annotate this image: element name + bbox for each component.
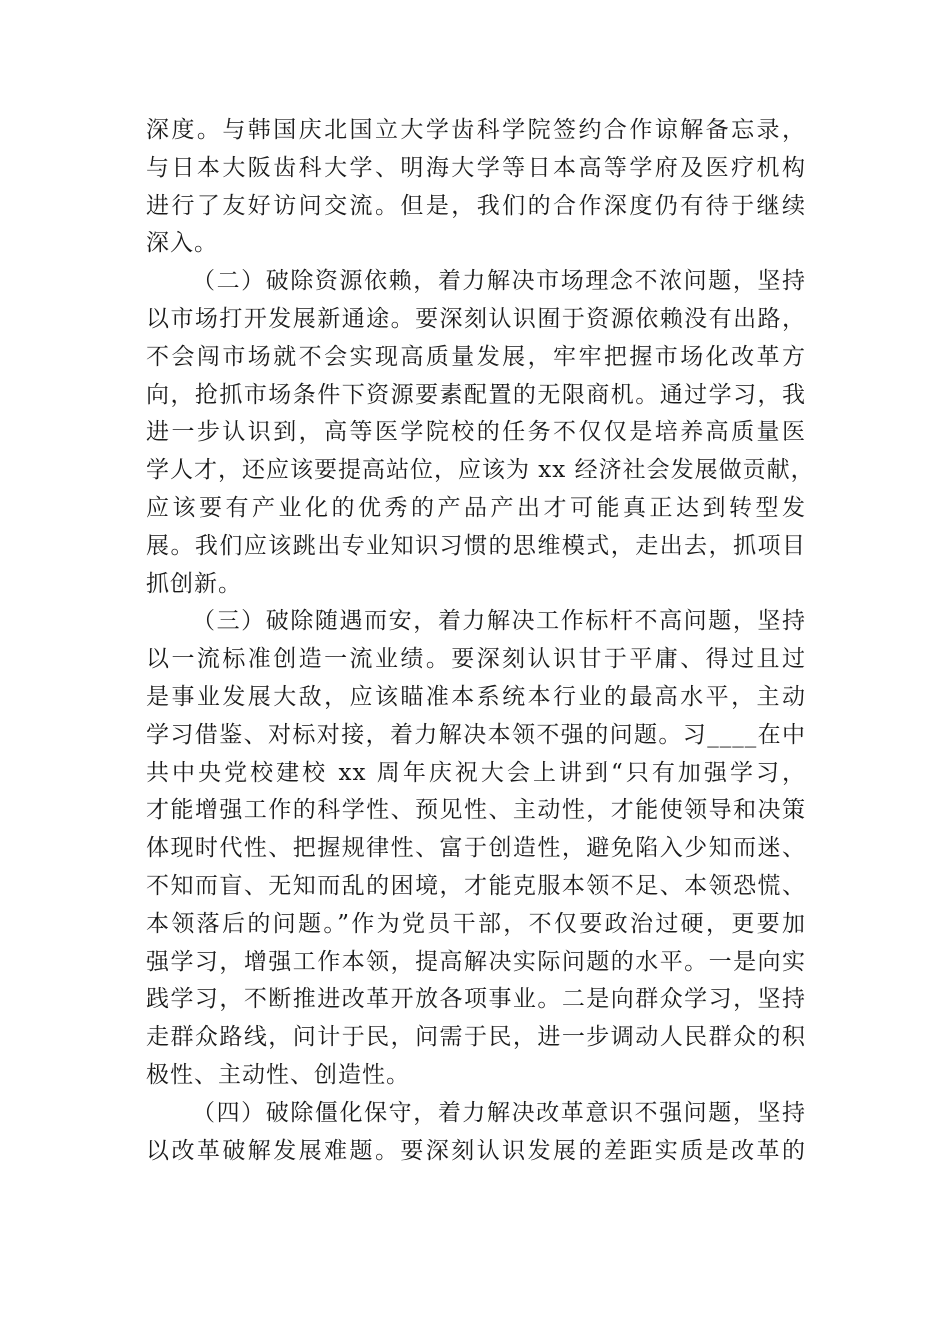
text-line: 践学习，不断推进改革开放各项事业。二是向群众学习，坚持	[146, 986, 806, 1013]
text-line: 学人才，还应该要提高站位，应该为 xx 经济社会发展做贡献，	[146, 457, 815, 484]
text-line: 才能增强工作的科学性、预见性、主动性，才能使领导和决策	[146, 797, 806, 824]
text-line: 以改革破解发展难题。要深刻认识发展的差距实质是改革的	[146, 1137, 806, 1164]
text-line: 以市场打开发展新通途。要深刻认识囿于资源依赖没有出路，	[146, 305, 806, 332]
text-line: 本领落后的问题。”作为党员干部，不仅要政治过硬，更要加	[146, 910, 806, 937]
text-line: 向，抢抓市场条件下资源要素配置的无限商机。通过学习，我	[146, 381, 806, 408]
text-line: 深入。	[146, 230, 218, 257]
paragraph-first-line: （三）破除随遇而安，着力解决工作标杆不高问题，坚持	[192, 608, 806, 635]
text-line: 是事业发展大敌，应该瞄准本系统本行业的最高水平，主动	[146, 683, 806, 710]
text-line: 进一步认识到，高等医学院校的任务不仅仅是培养高质量医	[146, 419, 806, 446]
text-line: 以一流标准创造一流业绩。要深刻认识甘于平庸、得过且过	[146, 646, 806, 673]
text-line: 共中央党校建校 xx 周年庆祝大会上讲到“只有加强学习，	[146, 759, 806, 786]
text-line: 不会闯市场就不会实现高质量发展，牢牢把握市场化改革方	[146, 343, 806, 370]
text-line: 学习借鉴、对标对接，着力解决本领不强的问题。习____在中	[146, 721, 806, 748]
document-body	[146, 112, 815, 1170]
paragraph-first-line: （四）破除僵化保守，着力解决改革意识不强问题，坚持	[192, 1099, 806, 1126]
text-line: 极性、主动性、创造性。	[146, 1061, 410, 1088]
text-line: 展。我们应该跳出专业知识习惯的思维模式，走出去，抓项目	[146, 532, 806, 559]
text-line: 不知而盲、无知而乱的困境，才能克服本领不足、本领恐慌、	[146, 872, 806, 899]
text-line: 走群众路线，问计于民，问需于民，进一步调动人民群众的积	[146, 1024, 806, 1051]
text-line: 深度。与韩国庆北国立大学齿科学院签约合作谅解备忘录，	[146, 117, 806, 143]
text-line: 应该要有产业化的优秀的产品产出才可能真正达到转型发	[146, 494, 806, 521]
text-line: 体现时代性、把握规律性、富于创造性，避免陷入少知而迷、	[146, 835, 806, 862]
text-line: 抓创新。	[146, 570, 242, 597]
text-line: 进行了友好访问交流。但是，我们的合作深度仍有待于继续	[146, 192, 806, 219]
text-line: 与日本大阪齿科大学、明海大学等日本高等学府及医疗机构	[146, 154, 806, 181]
paragraph-first-line: （二）破除资源依赖，着力解决市场理念不浓问题，坚持	[192, 268, 806, 295]
text-line: 强学习，增强工作本领，提高解决实际问题的水平。一是向实	[146, 948, 806, 975]
